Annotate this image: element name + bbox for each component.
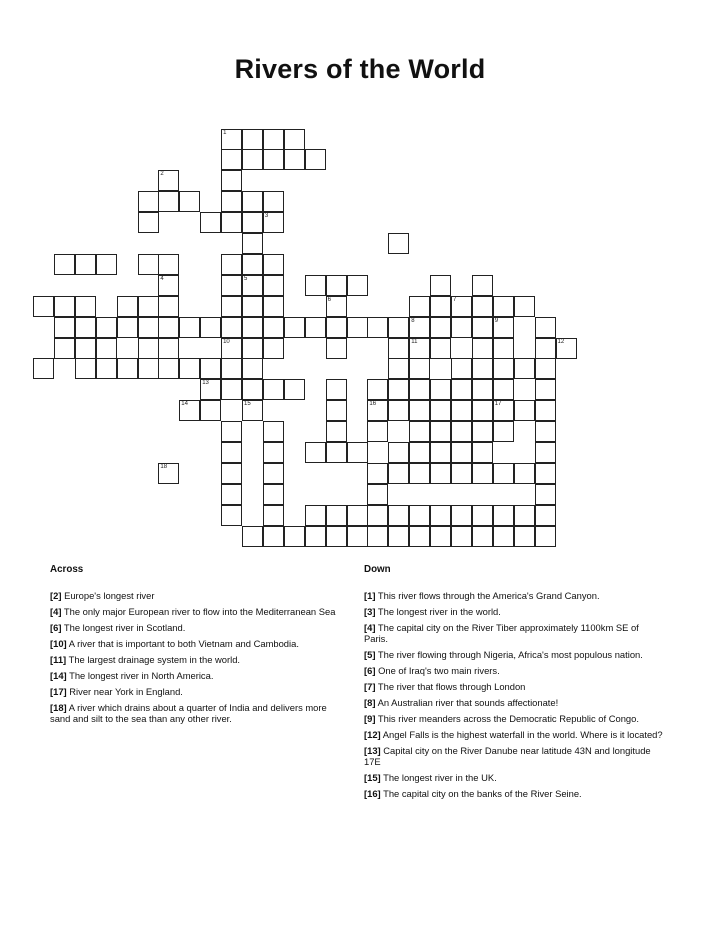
- crossword-cell: [493, 338, 514, 359]
- clue-number: [18]: [50, 702, 67, 713]
- crossword-cell: [430, 463, 451, 484]
- crossword-cell: [367, 400, 388, 421]
- crossword-cell: [535, 358, 556, 379]
- crossword-cell: [472, 421, 493, 442]
- across-clue: [50, 654, 340, 665]
- crossword-cell: [221, 149, 242, 170]
- crossword-cell: [158, 317, 179, 338]
- crossword-cell: [388, 442, 409, 463]
- clue-number: [6]: [364, 665, 376, 676]
- clue-text: Europe's longest river: [64, 590, 155, 601]
- clue-number: [9]: [364, 713, 376, 724]
- cell-number: 14: [181, 401, 188, 408]
- down-clue: [364, 729, 664, 740]
- clue-text: The longest river in North America.: [69, 670, 214, 681]
- down-clue-list: [364, 590, 664, 799]
- crossword-cell: [138, 358, 159, 379]
- crossword-cell: [409, 400, 430, 421]
- crossword-cell: [367, 317, 388, 338]
- crossword-cell: [158, 170, 179, 191]
- clue-text: The longest river in Scotland.: [63, 622, 186, 633]
- crossword-cell: [263, 463, 284, 484]
- crossword-cell: [514, 463, 535, 484]
- cell-number: 18: [160, 463, 168, 470]
- crossword-cell: [514, 358, 535, 379]
- crossword-cell: [388, 379, 409, 400]
- crossword-cell: [221, 254, 242, 275]
- crossword-cell: [138, 317, 159, 338]
- across-clue: [50, 686, 340, 697]
- down-clue: [364, 681, 664, 692]
- crossword-cell: [138, 212, 159, 233]
- crossword-cell: [451, 505, 472, 526]
- clue-number: [3]: [364, 606, 376, 617]
- clue-text: This river meanders across the Democratic Republic of Congo.: [377, 713, 639, 724]
- crossword-cell: [326, 275, 347, 296]
- clue-text: The only major European river to flow into the Mediterranean Sea: [63, 606, 336, 617]
- crossword-cell: [179, 400, 200, 421]
- crossword-cell: [221, 505, 242, 526]
- down-clue: [364, 665, 664, 676]
- crossword-cell: [242, 526, 263, 547]
- down-clue: [364, 772, 664, 783]
- crossword-cell: [451, 421, 472, 442]
- crossword-cell: [179, 317, 200, 338]
- clue-text: The capital city on the River Tiber approximately 1100km SE of Paris.: [364, 622, 639, 644]
- crossword-cell: [472, 442, 493, 463]
- crossword-cell: [242, 379, 263, 400]
- cell-number: 13: [202, 380, 209, 387]
- crossword-cell: [388, 358, 409, 379]
- crossword-cell: [472, 463, 493, 484]
- across-heading: Across: [50, 564, 84, 575]
- crossword-cell: [221, 129, 242, 150]
- crossword-cell: [493, 505, 514, 526]
- crossword-cell: [284, 526, 305, 547]
- clue-text: One of Iraq's two main rivers.: [378, 665, 500, 676]
- crossword-cell: [430, 442, 451, 463]
- crossword-cell: [242, 149, 263, 170]
- crossword-cell: [242, 191, 263, 212]
- crossword-cell: [221, 379, 242, 400]
- crossword-cell: [221, 442, 242, 463]
- crossword-cell: [514, 400, 535, 421]
- crossword-cell: [33, 296, 54, 317]
- crossword-cell: [263, 526, 284, 547]
- crossword-cell: [430, 526, 451, 547]
- crossword-cell: [138, 296, 159, 317]
- crossword-cell: [326, 296, 347, 317]
- crossword-cell: [451, 358, 472, 379]
- crossword-cell: [54, 296, 75, 317]
- crossword-cell: [409, 442, 430, 463]
- crossword-cell: [451, 317, 472, 338]
- crossword-cell: [347, 526, 368, 547]
- crossword-cell: [409, 296, 430, 317]
- crossword-cell: [242, 233, 263, 254]
- cell-number: 10: [223, 338, 230, 345]
- crossword-cell: [451, 296, 472, 317]
- crossword-cell: [409, 463, 430, 484]
- crossword-cell: [388, 338, 409, 359]
- crossword-cell: [535, 379, 556, 400]
- crossword-cell: [96, 338, 117, 359]
- clue-number: [14]: [50, 670, 67, 681]
- down-clue: [364, 788, 664, 799]
- down-heading: Down: [364, 564, 391, 575]
- crossword-cell: [367, 463, 388, 484]
- clue-text: A river which drains about a quarter of India and delivers more sand and silt to the sea than any other river.: [50, 702, 327, 724]
- clue-text: The capital city on the banks of the River Seine.: [383, 788, 582, 799]
- crossword-cell: [514, 296, 535, 317]
- clue-text: The longest river in the UK.: [383, 772, 497, 783]
- crossword-cell: [75, 317, 96, 338]
- crossword-cell: [451, 463, 472, 484]
- crossword-cell: [242, 254, 263, 275]
- crossword-cell: [263, 212, 284, 233]
- crossword-cell: [409, 421, 430, 442]
- across-clue: [50, 606, 340, 617]
- clue-text: The longest river in the world.: [377, 606, 501, 617]
- crossword-cell: [472, 296, 493, 317]
- crossword-cell: [242, 129, 263, 150]
- crossword-cell: [493, 296, 514, 317]
- crossword-cell: [263, 317, 284, 338]
- cell-number: 17: [494, 401, 502, 408]
- crossword-cell: [430, 505, 451, 526]
- crossword-cell: [158, 338, 179, 359]
- crossword-cell: [367, 505, 388, 526]
- crossword-cell: [263, 129, 284, 150]
- crossword-cell: [263, 379, 284, 400]
- crossword-cell: [472, 275, 493, 296]
- crossword-cell: [388, 233, 409, 254]
- crossword-cell: [556, 338, 577, 359]
- crossword-cell: [138, 338, 159, 359]
- crossword-cell: [221, 317, 242, 338]
- across-clue: [50, 590, 340, 601]
- crossword-cell: [284, 379, 305, 400]
- crossword-cell: [221, 421, 242, 442]
- clue-number: [4]: [364, 622, 376, 633]
- crossword-cell: [347, 317, 368, 338]
- crossword-cell: [430, 317, 451, 338]
- crossword-cell: [242, 275, 263, 296]
- down-clue: [364, 649, 664, 660]
- crossword-cell: [472, 358, 493, 379]
- crossword-cell: [409, 505, 430, 526]
- across-clue: [50, 702, 340, 724]
- crossword-cell: [514, 526, 535, 547]
- crossword-cell: [263, 442, 284, 463]
- crossword-cell: [75, 296, 96, 317]
- crossword-cell: [347, 442, 368, 463]
- crossword-cell: [493, 526, 514, 547]
- crossword-cell: [54, 254, 75, 275]
- crossword-cell: [326, 379, 347, 400]
- crossword-cell: [221, 212, 242, 233]
- crossword-cell: [158, 275, 179, 296]
- clue-number: [8]: [364, 697, 376, 708]
- crossword-cell: [200, 317, 221, 338]
- crossword-cell: [221, 296, 242, 317]
- crossword-cell: [451, 400, 472, 421]
- crossword-cell: [409, 317, 430, 338]
- crossword-cell: [388, 505, 409, 526]
- clue-number: [13]: [364, 745, 381, 756]
- crossword-cell: [33, 358, 54, 379]
- crossword-cell: [409, 338, 430, 359]
- crossword-cell: [535, 338, 556, 359]
- crossword-cell: [242, 338, 263, 359]
- crossword-cell: [326, 442, 347, 463]
- clue-number: [6]: [50, 622, 62, 633]
- crossword-cell: [472, 505, 493, 526]
- clue-text: The river that flows through London: [377, 681, 526, 692]
- cell-number: 5: [244, 275, 248, 282]
- crossword-cell: [430, 338, 451, 359]
- crossword-cell: [388, 317, 409, 338]
- crossword-cell: [242, 317, 263, 338]
- crossword-cell: [409, 358, 430, 379]
- crossword-cell: [347, 275, 368, 296]
- crossword-cell: [493, 317, 514, 338]
- cell-number: 12: [557, 338, 565, 345]
- crossword-cell: [263, 254, 284, 275]
- clue-text: Angel Falls is the highest waterfall in the world. Where is it located?: [382, 729, 663, 740]
- crossword-cell: [284, 317, 305, 338]
- crossword-cell: [54, 317, 75, 338]
- crossword-cell: [200, 212, 221, 233]
- crossword-cell: [535, 442, 556, 463]
- clue-text: Capital city on the River Danube near latitude 43N and longitude 17E: [364, 745, 651, 767]
- clue-number: [5]: [364, 649, 376, 660]
- crossword-cell: [305, 149, 326, 170]
- cell-number: 6: [327, 296, 331, 303]
- crossword-cell: [200, 358, 221, 379]
- crossword-cell: [138, 254, 159, 275]
- crossword-cell: [493, 421, 514, 442]
- clue-text: The largest drainage system in the world.: [68, 654, 241, 665]
- crossword-cell: [430, 421, 451, 442]
- crossword-cell: [263, 275, 284, 296]
- crossword-cell: [179, 191, 200, 212]
- crossword-cell: [75, 358, 96, 379]
- clue-number: [10]: [50, 638, 67, 649]
- crossword-cell: [263, 421, 284, 442]
- crossword-cell: [242, 400, 263, 421]
- clue-text: The river flowing through Nigeria, Africa's most populous nation.: [377, 649, 643, 660]
- crossword-cell: [493, 463, 514, 484]
- crossword-cell: [326, 400, 347, 421]
- clue-number: [1]: [364, 590, 376, 601]
- crossword-cell: [96, 317, 117, 338]
- across-clue: [50, 638, 340, 649]
- crossword-cell: [284, 149, 305, 170]
- crossword-cell: [158, 296, 179, 317]
- down-clue: [364, 713, 664, 724]
- crossword-cell: [200, 379, 221, 400]
- crossword-cell: [221, 191, 242, 212]
- crossword-cell: [75, 338, 96, 359]
- crossword-cell: [388, 400, 409, 421]
- crossword-cell: [326, 526, 347, 547]
- down-clue: [364, 697, 664, 708]
- crossword-cell: [263, 338, 284, 359]
- crossword-cell: [305, 317, 326, 338]
- crossword-cell: [54, 338, 75, 359]
- crossword-cell: [535, 526, 556, 547]
- crossword-cell: [472, 400, 493, 421]
- cell-number: 3: [264, 213, 269, 220]
- crossword-cell: [221, 338, 242, 359]
- crossword-cell: [430, 296, 451, 317]
- page-title: Rivers of the World: [234, 54, 486, 84]
- clue-number: [2]: [50, 590, 62, 601]
- crossword-cell: [388, 463, 409, 484]
- clue-number: [12]: [364, 729, 381, 740]
- crossword-cell: [75, 254, 96, 275]
- cell-number: 2: [160, 171, 164, 178]
- down-clues: [364, 564, 664, 804]
- clue-text: An Australian river that sounds affectionate!: [377, 697, 559, 708]
- cell-number: 15: [244, 401, 251, 408]
- crossword-cell: [200, 400, 221, 421]
- crossword-cell: [493, 379, 514, 400]
- crossword-cell: [242, 296, 263, 317]
- crossword-cell: [535, 484, 556, 505]
- crossword-cell: [430, 275, 451, 296]
- across-clue: [50, 622, 340, 633]
- cell-number: 11: [411, 338, 418, 345]
- crossword-cell: [451, 526, 472, 547]
- down-clue: [364, 590, 664, 601]
- crossword-cell: [326, 421, 347, 442]
- crossword-cell: [514, 505, 535, 526]
- down-clue: [364, 622, 664, 644]
- crossword-cell: [305, 442, 326, 463]
- crossword-cell: [388, 526, 409, 547]
- crossword-cell: [326, 317, 347, 338]
- crossword-cell: [535, 317, 556, 338]
- cell-number: 1: [223, 129, 227, 136]
- crossword-cell: [305, 505, 326, 526]
- crossword-cell: [367, 421, 388, 442]
- crossword-cell: [430, 379, 451, 400]
- clue-number: [4]: [50, 606, 62, 617]
- crossword-cell: [263, 149, 284, 170]
- crossword-cell: [263, 484, 284, 505]
- crossword-cell: [430, 400, 451, 421]
- crossword-cell: [326, 505, 347, 526]
- crossword-cell: [367, 379, 388, 400]
- clue-number: [15]: [364, 772, 381, 783]
- crossword-cell: [138, 191, 159, 212]
- crossword-cell: [535, 505, 556, 526]
- crossword-cell: [326, 338, 347, 359]
- clue-number: [11]: [50, 654, 67, 665]
- crossword-cell: [305, 526, 326, 547]
- crossword-cell: [451, 442, 472, 463]
- crossword-cell: [158, 191, 179, 212]
- crossword-cell: [347, 505, 368, 526]
- crossword-cell: [263, 505, 284, 526]
- crossword-cell: [242, 358, 263, 379]
- crossword-cell: [96, 358, 117, 379]
- crossword-cell: [117, 358, 138, 379]
- down-clue: [364, 745, 664, 767]
- crossword-cell: [158, 254, 179, 275]
- cell-number: 9: [494, 317, 499, 324]
- crossword-cell: [493, 358, 514, 379]
- clue-number: [17]: [50, 686, 67, 697]
- crossword-cell: [535, 400, 556, 421]
- cell-number: 16: [369, 401, 377, 408]
- crossword-cell: [221, 358, 242, 379]
- crossword-cell: [221, 275, 242, 296]
- crossword-cell: [117, 317, 138, 338]
- clue-number: [7]: [364, 681, 376, 692]
- crossword-cell: [472, 379, 493, 400]
- clue-text: This river flows through the America's Grand Canyon.: [377, 590, 600, 601]
- crossword-cell: [158, 358, 179, 379]
- crossword-cell: [179, 358, 200, 379]
- crossword-cell: [367, 484, 388, 505]
- crossword-cell: [472, 526, 493, 547]
- across-clue: [50, 670, 340, 681]
- across-clues: [50, 564, 340, 729]
- crossword-cell: [284, 129, 305, 150]
- cell-number: 4: [160, 275, 164, 282]
- crossword-cell: [305, 275, 326, 296]
- crossword-cell: [221, 484, 242, 505]
- crossword-cell: [472, 338, 493, 359]
- crossword-cell: [472, 317, 493, 338]
- crossword-cell: [221, 463, 242, 484]
- crossword-cell: [451, 379, 472, 400]
- clue-number: [16]: [364, 788, 381, 799]
- crossword-cell: [493, 400, 514, 421]
- across-clue-list: [50, 590, 340, 724]
- crossword-cell: [263, 296, 284, 317]
- crossword-cell: [242, 212, 263, 233]
- clue-text: A river that is important to both Vietnam and Cambodia.: [68, 638, 299, 649]
- crossword-cell: [409, 379, 430, 400]
- crossword-cell: [117, 296, 138, 317]
- crossword-cell: [221, 170, 242, 191]
- cell-number: 8: [411, 317, 415, 324]
- clue-text: River near York in England.: [69, 686, 183, 697]
- crossword-cell: [158, 463, 179, 484]
- crossword-cell: [535, 421, 556, 442]
- crossword-cell: [96, 254, 117, 275]
- crossword-cell: [409, 526, 430, 547]
- crossword-cell: [367, 526, 388, 547]
- crossword-cell: [263, 191, 284, 212]
- cell-number: 7: [453, 296, 457, 303]
- down-clue: [364, 606, 664, 617]
- crossword-cell: [535, 463, 556, 484]
